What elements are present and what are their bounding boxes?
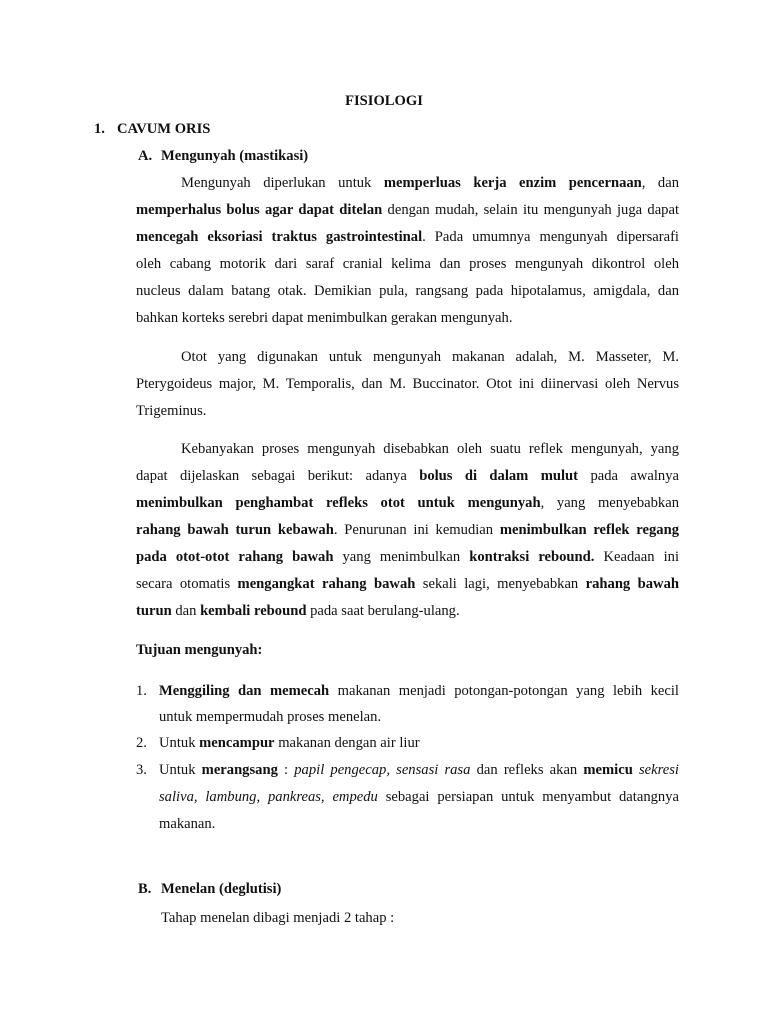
- list-number: 2.: [136, 735, 147, 751]
- section-heading: CAVUM ORIS: [117, 121, 211, 137]
- paragraph-2-line: Pterygoideus major, M. Temporalis, dan M. Buccinator. Otot ini diinervasi oleh Nervus: [136, 376, 679, 392]
- subsection-a-heading: Mengunyah (mastikasi): [161, 148, 309, 164]
- page-title: FISIOLOGI: [345, 93, 423, 109]
- section-number: 1.: [94, 121, 105, 137]
- paragraph-3-line: rahang bawah turun kebawah. Penurunan ini kemudian menimbulkan reflek regang: [136, 522, 679, 538]
- paragraph-1-line: memperhalus bolus agar dapat ditelan dengan mudah, selain itu mengunyah juga dapat: [136, 202, 680, 218]
- paragraph-3-line: dapat dijelaskan sebagai berikut: adanya bolus di dalam mulut pada awalnya: [136, 468, 679, 484]
- list-number: 3.: [136, 762, 147, 778]
- list-item-continuation: saliva, lambung, pankreas, empedu sebagai persiapan untuk menyambut datangnya: [159, 789, 679, 805]
- subsection-a-letter: A.: [138, 148, 153, 164]
- subsection-b-heading: Menelan (deglutisi): [161, 881, 282, 897]
- tujuan-heading: Tujuan mengunyah:: [136, 642, 263, 658]
- paragraph-3-line: turun dan kembali rebound pada saat berulang-ulang.: [136, 603, 460, 619]
- subsection-b-text: Tahap menelan dibagi menjadi 2 tahap :: [161, 910, 395, 926]
- list-item-continuation: makanan.: [159, 816, 216, 832]
- list-item: Untuk mencampur makanan dengan air liur: [159, 735, 420, 751]
- list-item: Menggiling dan memecah makanan menjadi potongan-potongan yang lebih kecil: [159, 683, 679, 699]
- paragraph-1-line: nucleus dalam batang otak. Demikian pula, rangsang pada hipotalamus, amigdala, dan: [136, 283, 679, 299]
- paragraph-3-line: Kebanyakan proses mengunyah disebabkan oleh suatu reflek mengunyah, yang: [181, 441, 679, 457]
- paragraph-3-line: secara otomatis mengangkat rahang bawah sekali lagi, menyebabkan rahang bawah: [136, 576, 680, 592]
- paragraph-3-line: pada otot-otot rahang bawah yang menimbulkan kontraksi rebound. Keadaan ini: [136, 549, 679, 565]
- list-number: 1.: [136, 683, 147, 699]
- paragraph-2-line: Trigeminus.: [136, 403, 207, 419]
- list-item: Untuk merangsang : papil pengecap, sensasi rasa dan refleks akan memicu sekresi: [159, 762, 679, 778]
- paragraph-1-line: bahkan korteks serebri dapat menimbulkan gerakan mengunyah.: [136, 310, 513, 326]
- paragraph-1-line: mencegah eksoriasi traktus gastrointestinal. Pada umumnya mengunyah dipersarafi: [136, 229, 679, 245]
- paragraph-2-line: Otot yang digunakan untuk mengunyah makanan adalah, M. Masseter, M.: [181, 349, 679, 365]
- subsection-b-letter: B.: [138, 881, 152, 897]
- paragraph-1-line: oleh cabang motorik dari saraf cranial kelima dan proses mengunyah dikontrol oleh: [136, 256, 679, 272]
- paragraph-3-line: menimbulkan penghambat refleks otot untuk mengunyah, yang menyebabkan: [136, 495, 679, 511]
- list-item-continuation: untuk mempermudah proses menelan.: [159, 709, 382, 725]
- paragraph-1-line: Mengunyah diperlukan untuk memperluas kerja enzim pencernaan, dan: [181, 175, 679, 191]
